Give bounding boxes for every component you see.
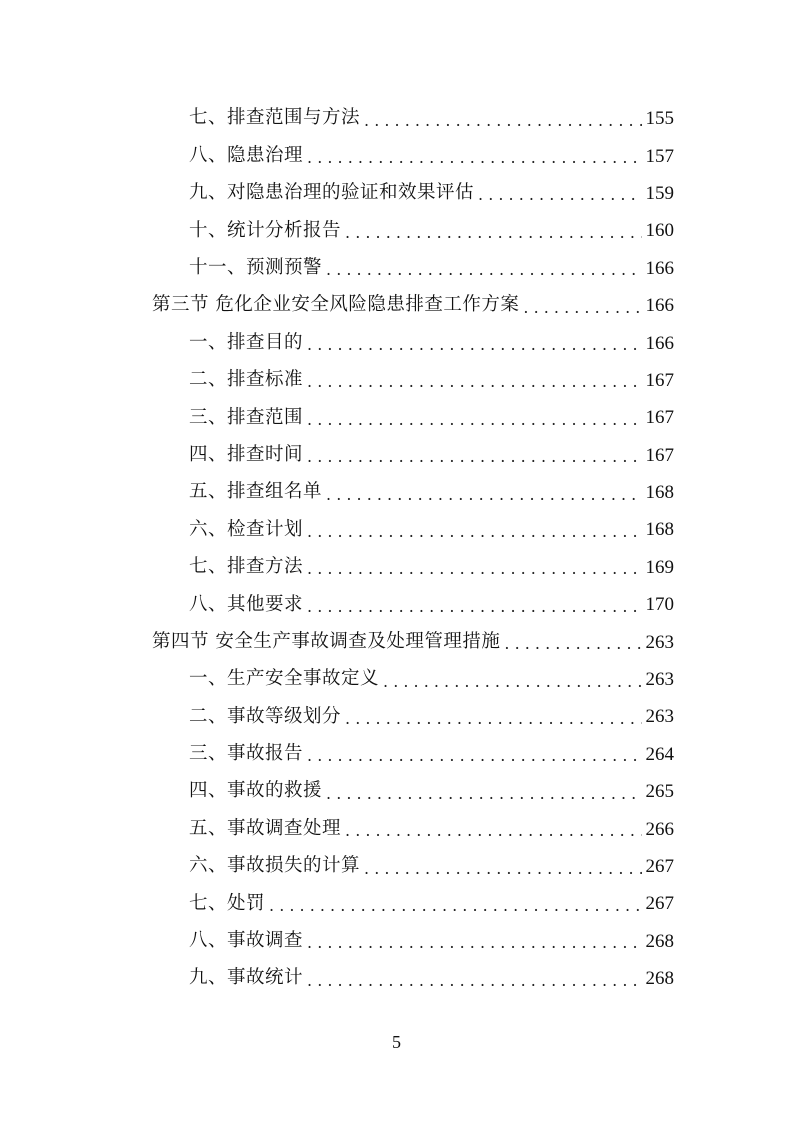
dot-leader (383, 674, 641, 690)
toc-entry[interactable] (189, 100, 674, 137)
dot-leader (345, 225, 641, 241)
dot-leader (523, 300, 641, 316)
dot-leader (307, 337, 641, 353)
toc-entry[interactable] (189, 212, 674, 249)
toc-entry-title: 二、排查标准 (189, 369, 304, 391)
toc-entry-title: 十一、预测预警 (189, 257, 323, 278)
toc-entry-title: 三、排查范围 (189, 406, 304, 428)
toc-entry-page: 157 (645, 145, 674, 167)
toc-section-entry[interactable] (152, 287, 674, 324)
toc-entry-title: 一、生产安全事故定义 (189, 668, 380, 690)
toc-entry[interactable] (189, 324, 674, 361)
toc-entry[interactable] (189, 250, 674, 287)
toc-entry-page: 155 (645, 108, 674, 130)
toc-entry-page: 267 (645, 893, 674, 915)
toc-entry-page: 167 (645, 444, 674, 466)
dot-leader (326, 262, 641, 278)
toc-entry-page: 263 (645, 706, 674, 728)
toc-entry[interactable] (189, 175, 674, 212)
toc-entry[interactable] (189, 549, 674, 586)
toc-entry[interactable] (189, 773, 674, 810)
dot-leader (326, 786, 641, 802)
toc-entry-title: 九、对隐患治理的验证和效果评估 (189, 182, 475, 204)
dot-leader (307, 935, 641, 951)
dot-leader (307, 524, 641, 540)
toc-entry-title: 七、排查范围与方法 (189, 107, 361, 129)
toc-entry-title: 十、统计分析报告 (189, 219, 342, 241)
toc-entry[interactable] (189, 474, 674, 511)
toc-entry[interactable] (189, 923, 674, 960)
toc-entry-title: 六、事故损失的计算 (189, 855, 361, 877)
toc-entry[interactable] (189, 810, 674, 847)
toc-entry-title: 第四节 安全生产事故调查及处理管理措施 (152, 630, 501, 652)
toc-entry-title: 三、事故报告 (189, 743, 304, 765)
toc-entry-title: 五、事故调查处理 (189, 817, 342, 839)
toc-entry-title: 七、处罚 (189, 892, 266, 914)
toc-entry[interactable] (189, 960, 674, 997)
dot-leader (307, 561, 641, 577)
toc-entry-title: 第三节 危化企业安全风险隐患排查工作方案 (152, 294, 520, 316)
dot-leader (345, 823, 641, 839)
toc-entry[interactable] (189, 848, 674, 885)
dot-leader (307, 412, 641, 428)
toc-entry-page: 168 (645, 482, 674, 504)
toc-entry-page: 166 (645, 332, 674, 354)
toc-entry[interactable] (189, 698, 674, 735)
dot-leader (326, 487, 641, 503)
dot-leader (504, 636, 641, 652)
toc-entry-title: 二、事故等级划分 (189, 705, 342, 727)
dot-leader (478, 187, 641, 203)
dot-leader (364, 861, 641, 877)
toc-entry-page: 170 (645, 594, 674, 616)
toc-entry[interactable] (189, 399, 674, 436)
toc-entry[interactable] (189, 736, 674, 773)
dot-leader (269, 898, 641, 914)
toc-entry-page: 168 (645, 519, 674, 541)
dot-leader (307, 449, 641, 465)
toc-entry-title: 九、事故统计 (189, 967, 304, 989)
toc-entry-title: 五、排查组名单 (189, 481, 323, 503)
toc-entry[interactable] (189, 437, 674, 474)
toc-entry-title: 八、事故调查 (189, 930, 304, 952)
toc-entry-page: 159 (645, 182, 674, 204)
toc-entry-page: 266 (645, 818, 674, 840)
toc-entry-page: 166 (645, 257, 674, 279)
toc-entry-title: 六、检查计划 (189, 518, 304, 540)
toc-entry-page: 263 (645, 669, 674, 691)
toc-entry-page: 267 (645, 856, 674, 877)
toc-entry-title: 七、排查方法 (189, 556, 304, 578)
toc-entry-page: 166 (645, 295, 674, 317)
table-of-contents (0, 100, 793, 997)
toc-entry-page: 167 (645, 369, 674, 391)
toc-entry-title: 八、隐患治理 (189, 144, 304, 166)
toc-entry-page: 169 (645, 556, 674, 578)
toc-entry-page: 167 (645, 407, 674, 429)
toc-entry[interactable] (189, 511, 674, 548)
dot-leader (364, 113, 641, 129)
dot-leader (307, 599, 641, 615)
toc-entry-title: 八、其他要求 (189, 593, 304, 615)
toc-entry-title: 四、排查时间 (189, 443, 304, 465)
page-number: 5 (392, 1032, 401, 1052)
dot-leader (307, 973, 641, 989)
toc-entry-page: 263 (645, 631, 674, 653)
toc-entry-page: 160 (645, 220, 674, 242)
toc-entry-page: 268 (645, 930, 674, 952)
toc-entry[interactable] (189, 885, 674, 922)
toc-entry-page: 264 (645, 743, 674, 765)
toc-entry[interactable] (189, 137, 674, 174)
dot-leader (307, 374, 641, 390)
toc-entry[interactable] (189, 586, 674, 623)
toc-entry-title: 四、事故的救援 (189, 780, 323, 802)
toc-entry-page: 268 (645, 968, 674, 990)
toc-section-entry[interactable] (152, 623, 674, 660)
dot-leader (307, 150, 641, 166)
dot-leader (307, 748, 641, 764)
dot-leader (345, 711, 641, 727)
toc-entry-title: 一、排查目的 (189, 331, 304, 353)
toc-entry-page: 265 (645, 781, 674, 803)
toc-entry[interactable] (189, 661, 674, 698)
toc-entry[interactable] (189, 362, 674, 399)
